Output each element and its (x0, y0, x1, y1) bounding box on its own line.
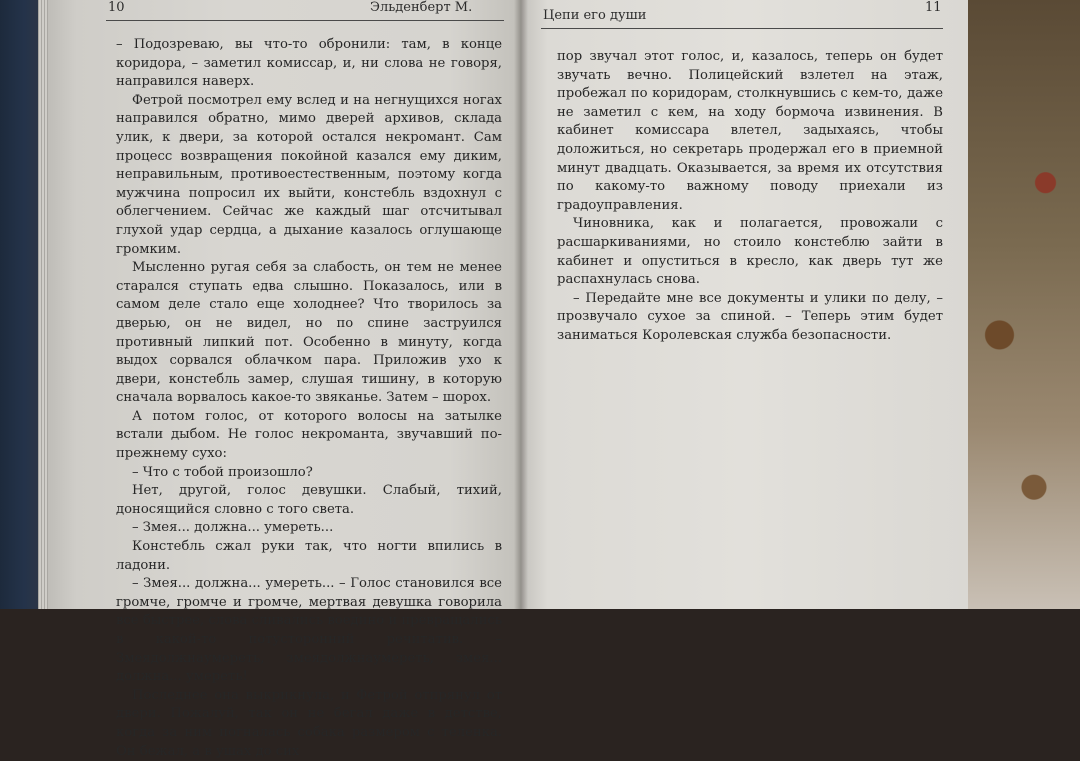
paragraph: – Подозреваю, вы что-то обронили: там, в конце коридора, – заметил комиссар, и, ни слова не говоря, направился наверх. (116, 37, 502, 90)
open-book (38, 0, 968, 759)
paragraph: Мысленно ругая себя за слабость, он тем не менее старался ступать едва слышно. Показалось, или в самом деле стало еще холоднее? Что творилось за дверью, он не видел, но по спине заструился противный липкий пот. Особенно в минуту, когда выдох сорвался облачком пара. Приложив ухо к двери, констебль замер, слушая тишину, в которую сначала ворвалось какое-то звяканье. Затем – шорох. (116, 260, 502, 406)
paragraph: пор звучал этот голос, и, казалось, теперь он будет звучать вечно. Полицейский взлетел на этаж, пробежал по коридорам, столкнувшись с кем-то, даже не заметил с кем, на ходу бормоча извинения. В кабинет комиссара влетел, задыхаясь, чтобы доложиться, но секретарь продержал его в приемной минут двадцать. Оказывается, за время их отсутствия по какому-то важному поводу приехали из градоуправления. (557, 49, 943, 213)
right-running-head: Цепи его души (543, 8, 647, 23)
left-running-head: Эльденберт М. (370, 0, 473, 15)
right-header-rule (541, 28, 943, 29)
paragraph: Последнее она выкрикнула, и Фетрой отпрянул от двери. Пожалуй, так он не бегал даже в детстве, когда за ним погналась собака размером с теленка. Он бежал, а в ушах до сих (116, 687, 502, 759)
left-page-text (116, 36, 502, 761)
left-page-number: 10 (108, 0, 125, 15)
paragraph: – Передайте мне все документы и улики по делу, – прозвучало сухое за спиной. – Теперь этим будет заниматься Королевская служба безопасности. (557, 290, 943, 343)
paragraph: Констебль сжал руки так, что ногти впились в ладони. (116, 539, 502, 573)
background-right (965, 0, 1080, 609)
paragraph: Чиновника, как и полагается, провожали с расшаркиваниями, но стоило констеблю зайти в кабинет и опуститься в кресло, как дверь тут же распахнулась снова. (557, 216, 943, 288)
book-gutter (514, 0, 528, 609)
paragraph: – Что с тобой произошло? (132, 464, 313, 480)
background-left (0, 0, 40, 609)
left-header-rule (106, 20, 504, 21)
paragraph: – Змея... должна... умереть... (132, 520, 334, 536)
right-page-text (557, 48, 943, 346)
page-edges (38, 0, 48, 609)
paragraph: – Змея... должна... умереть... – Голос становился все громче, громче и громче, мертвая девушка говорила все быстрее, слова сливались воедино и превращались в какой-то потусторонний речитатив. – Змеядолжнаумереть, змеядолжнаумереть, змея... должна... умереть! (116, 576, 502, 685)
paragraph: Нет, другой, голос девушки. Слабый, тихий, доносящийся словно с того света. (116, 483, 502, 517)
paragraph: А потом голос, от которого волосы на затылке встали дыбом. Не голос некроманта, звучавший по-прежнему сухо: (116, 408, 502, 462)
left-page (38, 0, 521, 759)
right-page-number: 11 (925, 0, 942, 15)
right-page (521, 0, 968, 609)
paragraph: Фетрой посмотрел ему вслед и на негнущихся ногах направился обратно, мимо дверей архивов, склада улик, к двери, за которой остался некромант. Сам процесс возвращения покойной казался ему диким, неправильным, противоестественным, поэтому когда мужчина попросил их выйти, констебль вздохнул с облегчением. Сейчас же каждый шаг отсчитывал глухой удар сердца, а дыхание казалось оглушающе громким. (116, 92, 502, 257)
